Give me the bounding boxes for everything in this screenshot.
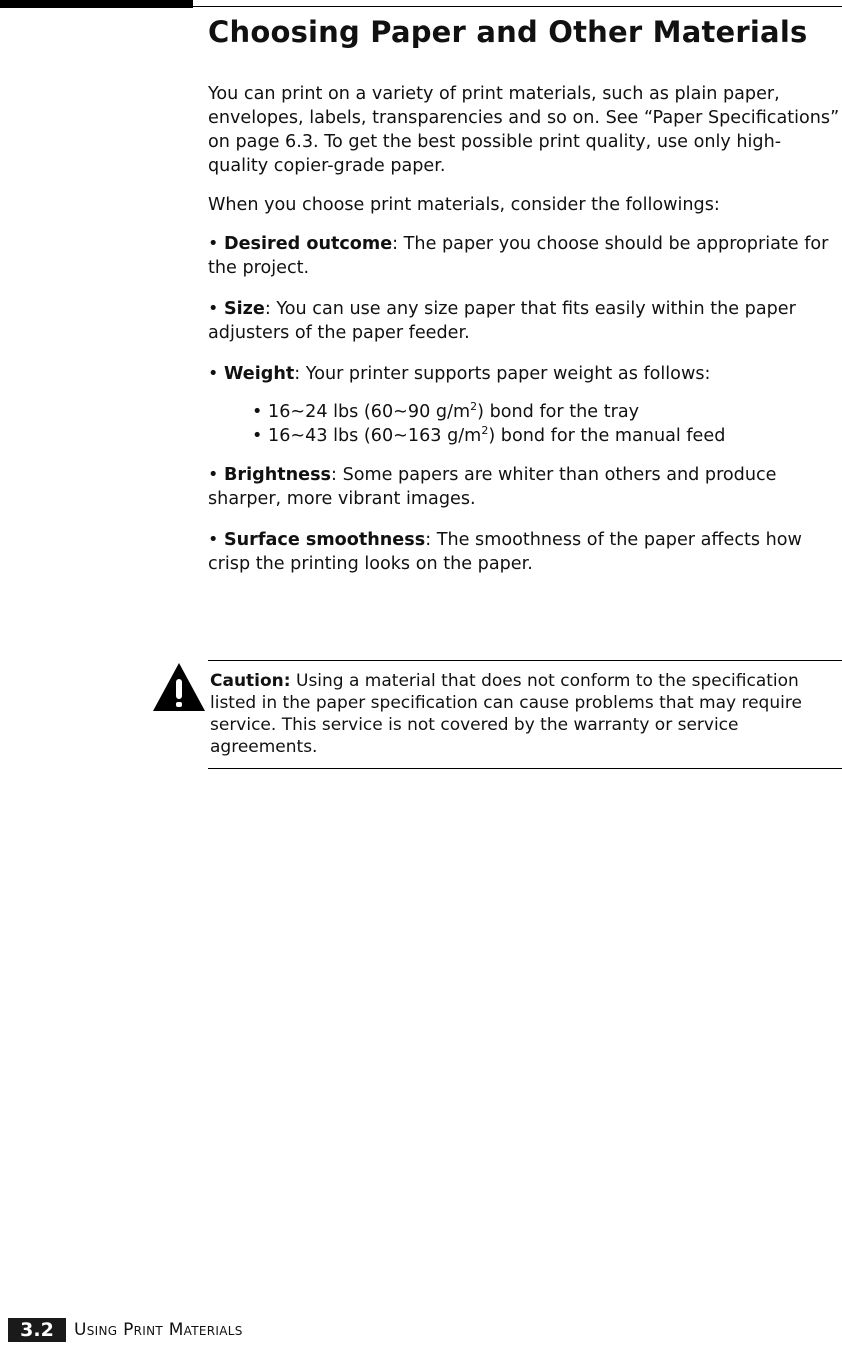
- item-text: : The paper you choose should be appropriate for the project.: [208, 234, 829, 278]
- item-label: Weight: [223, 364, 295, 384]
- caution-rule-bottom: [208, 768, 842, 769]
- body-text: [208, 82, 840, 593]
- list-item: • 16~24 lbs (60~90 $g/m^2$) bond for the tray: [252, 400, 840, 424]
- caution-note: [210, 670, 840, 758]
- caution-label: Caution:: [210, 671, 291, 691]
- intro-paragraph: You can print on a variety of print materials, such as plain paper, envelopes, labels, transparencies and so on. See “Paper Specifications” on page 6.3. To get the best possible print quality, use only high-quality copier-grade paper.: [208, 84, 840, 176]
- list-item: • 16~43 lbs (60~163 $g/m^2$) bond for the manual feed: [252, 424, 840, 448]
- caution-rule-top: [208, 660, 842, 661]
- item-label: Size: [223, 299, 265, 319]
- page-title: Choosing Paper and Other Materials: [208, 15, 808, 49]
- item-size: • Size: You can use any size paper that fits easily within the paper adjusters of the paper feeder.: [208, 299, 796, 343]
- item-weight: • Weight: Your printer supports paper weight as follows:: [208, 364, 711, 384]
- caution-text: Using a material that does not conform to the specification listed in the paper specification can cause problems that may require service. This service is not covered by the warranty or service agreements.: [210, 671, 802, 757]
- item-brightness: • Brightness: Some papers are whiter than others and produce sharper, more vibrant images.: [208, 465, 777, 509]
- item-label: Surface smoothness: [223, 530, 426, 550]
- page-number: 3.2: [8, 1318, 66, 1342]
- item-text: : You can use any size paper that fits easily within the paper adjusters of the paper feeder.: [208, 299, 796, 343]
- item-text: : Some papers are whiter than others and produce sharper, more vibrant images.: [208, 465, 777, 509]
- item-desired-outcome: • Desired outcome: The paper you choose should be appropriate for the project.: [208, 234, 829, 278]
- item-surface-smoothness: • Surface smoothness: The smoothness of the paper affects how crisp the printing looks on the paper.: [208, 530, 802, 574]
- warning-triangle-icon: [151, 661, 207, 713]
- header-bar: [0, 0, 193, 8]
- item-text: : The smoothness of the paper affects how crisp the printing looks on the paper.: [208, 530, 802, 574]
- item-text: : Your printer supports paper weight as follows:: [294, 364, 711, 384]
- item-label: Brightness: [223, 465, 332, 485]
- header-rule: [193, 6, 842, 7]
- item-label: Desired outcome: [223, 234, 393, 254]
- footer-section-title: Using Print Materials: [74, 1320, 243, 1340]
- weight-list: [208, 400, 840, 448]
- consider-paragraph: When you choose print materials, consider the followings:: [208, 195, 720, 215]
